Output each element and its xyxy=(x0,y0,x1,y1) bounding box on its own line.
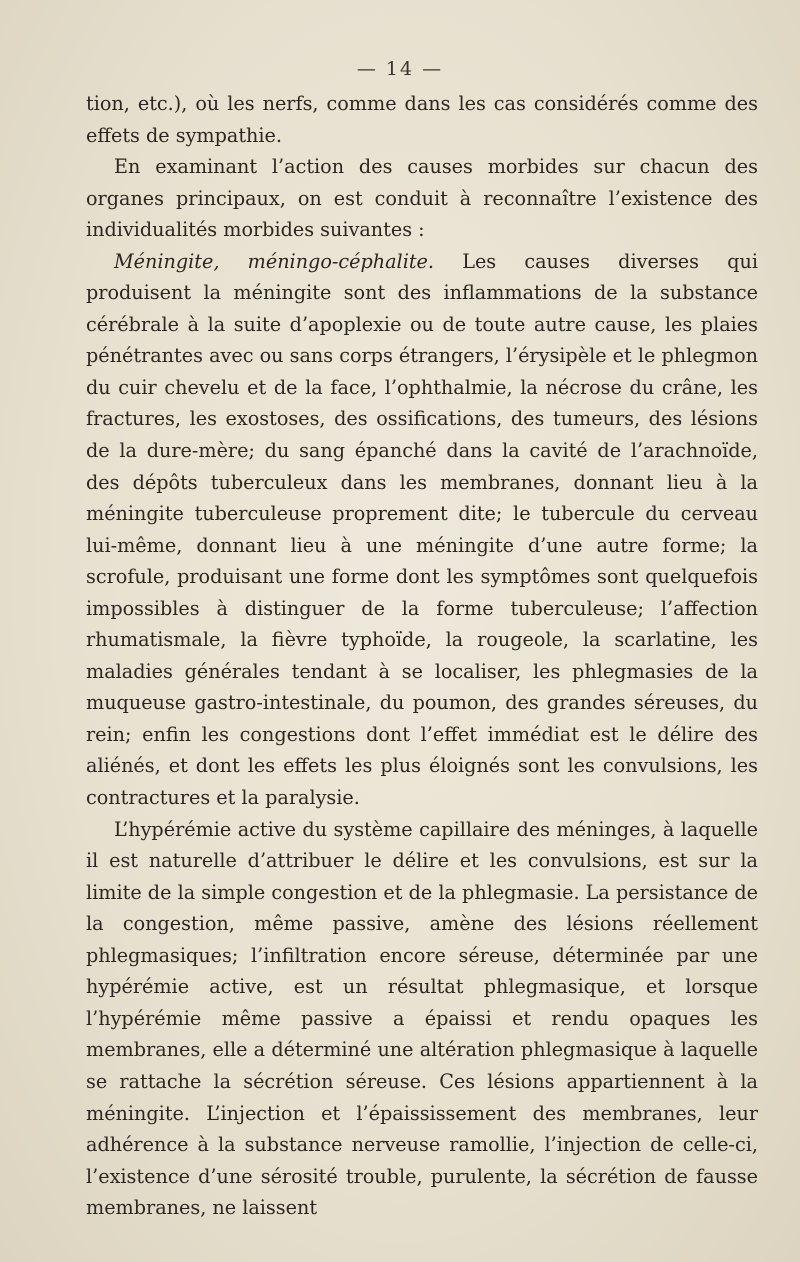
body-text xyxy=(86,88,758,1224)
paragraph-intro: En examinant l’action des causes morbides sur chacun des organes principaux, on est conduit à reconnaître l’existence des individualités morbides suivantes : xyxy=(86,155,758,242)
page-number: — 14 — xyxy=(356,58,444,80)
paragraph-continuation: tion, etc.), où les nerfs, comme dans les cas considérés comme des effets de sympathie. xyxy=(86,92,758,147)
section-heading-meningite: Méningite, méningo-céphalite. xyxy=(114,249,434,273)
paragraph-meningite xyxy=(86,246,758,814)
paragraph-meningite-text: Les causes diverses qui produisent la méningite sont des inflammations de la substance cérébrale à la suite d’apoplexie ou de toute autre cause, les plaies pénétrantes avec ou sans corps étrangers, l’érysipèle et le phlegmon du cuir chevelu et de la face, l’ophthalmie, la nécrose du crâne, les fractures, les exostoses, des ossifications, des tumeurs, des lésions de la dure-mère; du sang épanché dans la cavité de l’arachnoïde, des dépôts tuberculeux dans les membranes, donnant lieu à la méningite tuberculeuse proprement dite; le tubercule du cerveau lui-même, donnant lieu à une méningite d’une autre forme; la scrofule, produisant une forme dont les symptômes sont quelquefois impossibles à distinguer de la forme tuberculeuse; l’affection rhumatismale, la fièvre typhoïde, la rougeole, la scarlatine, les maladies générales tendant à se localiser, les phlegmasies de la muqueuse gastro-intestinale, du poumon, des grandes séreuses, du rein; enfin les congestions dont l’effet immédiat est le délire des aliénés, et dont les effets les plus éloignés sont les convulsions, les contractures et la paralysie. xyxy=(86,249,759,810)
paragraph-hyperemie: L’hypérémie active du système capillaire des méninges, à laquelle il est naturelle d’attribuer le délire et les convulsions, est sur la limite de la simple congestion et de la phlegmasie. La persistance de la congestion, même passive, amène des lésions réellement phlegmasiques; l’infiltration encore séreuse, déterminée par une hypérémie active, est un résultat phlegmasique, et lorsque l’hypérémie même passive a épaissi et rendu opaques les membranes, elle a déterminé une altération phlegmasique à laquelle se rattache la sécrétion séreuse. Ces lésions appartiennent à la méningite. L’injection et l’épaississement des membranes, leur adhérence à la substance nerveuse ramollie, l’injection de celle-ci, l’existence d’une sérosité trouble, purulente, la sécrétion de fausse membranes, ne laissent xyxy=(86,817,758,1220)
